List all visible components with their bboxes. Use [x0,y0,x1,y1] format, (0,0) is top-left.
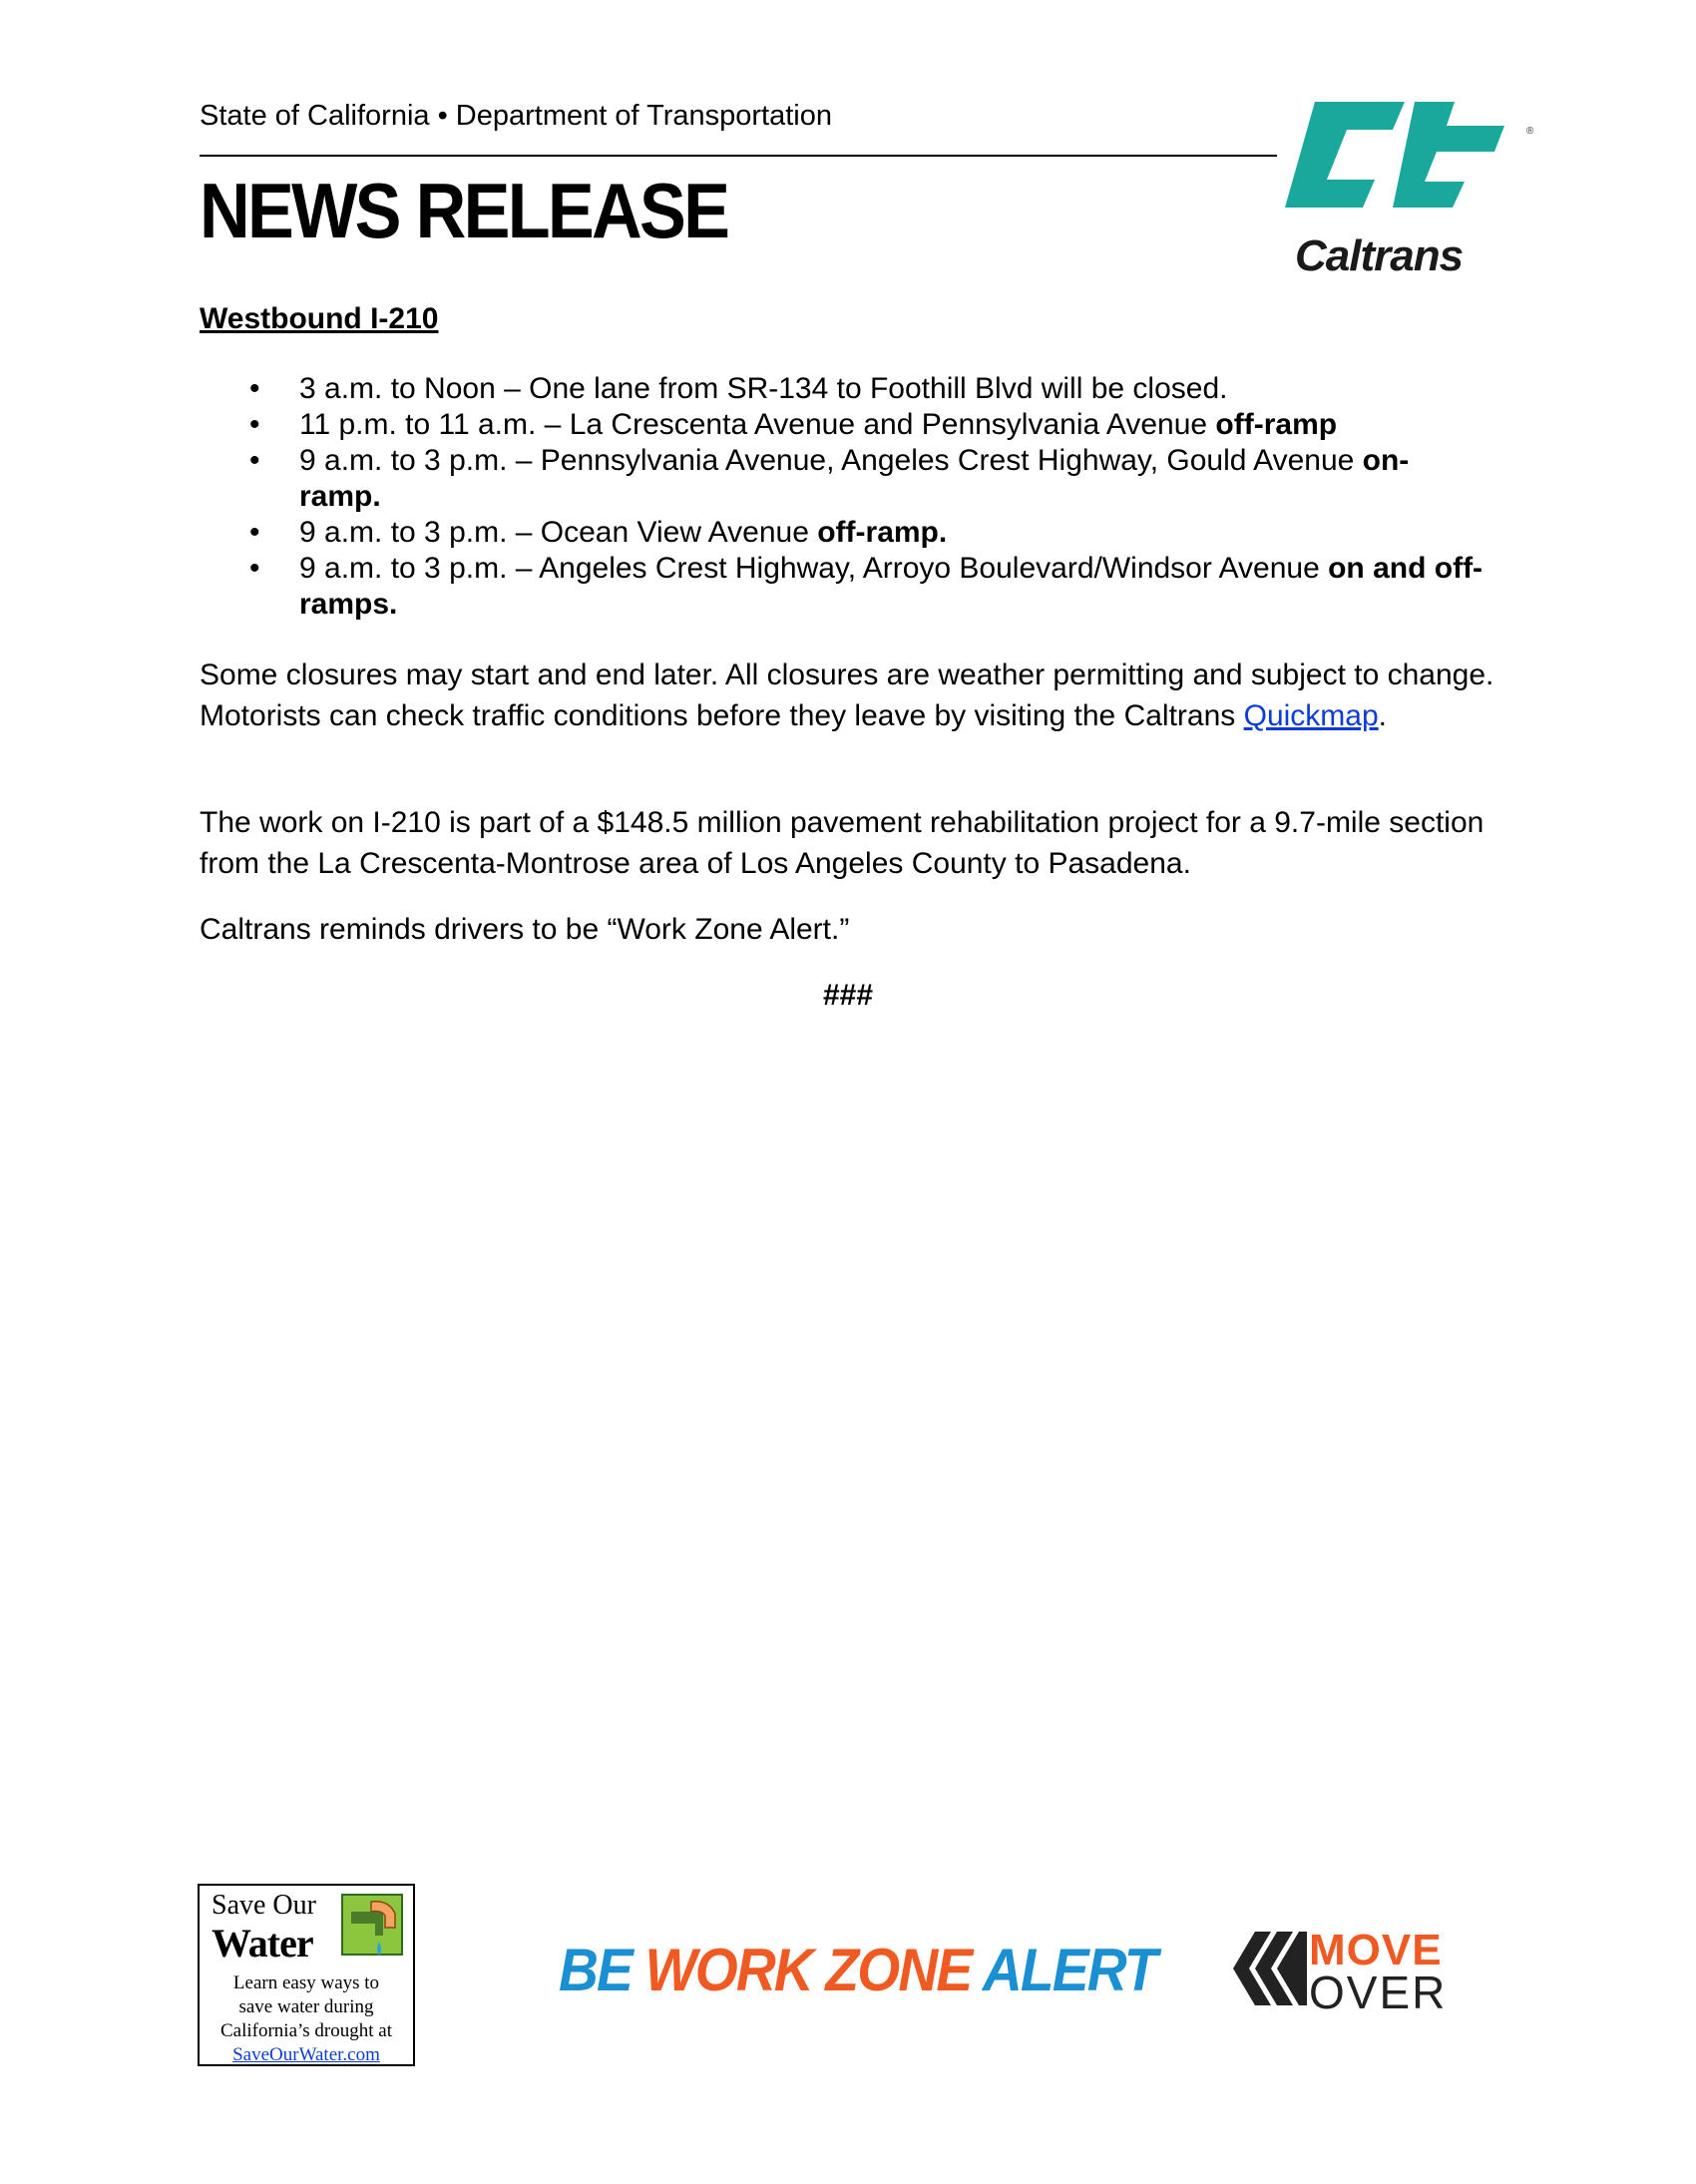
faucet-hand-icon [341,1894,403,1964]
sow-title-line2: Water [212,1921,313,1966]
caltrans-ct-mark-icon [1265,92,1544,231]
paragraph-reminder: Caltrans reminds drivers to be “Work Zone Alert.” [200,913,850,946]
list-item: • 9 a.m. to 3 p.m. – Angeles Crest Highway, Arroyo Boulevard/Windsor Avenue on and off-ramps. [249,552,1484,621]
caltrans-logo: ® Caltrans [1265,92,1544,291]
agency-line: State of California • Department of Transportation [200,100,832,132]
closure-list [200,371,1486,623]
paragraph-project: The work on I-210 is part of a $148.5 million pavement rehabilitation project for a 9.7-mile section from the La Crescenta-Montrose area of Los Angeles County to Pasadena. [200,806,1484,880]
move-over-line2: OVER [1309,1966,1448,2018]
move-over-logo [1227,1924,1496,2018]
caltrans-wordmark: Caltrans [1295,231,1464,280]
page-title: NEWS RELEASE [200,167,728,254]
sow-body-text: Learn easy ways to save water during California’s drought at SaveOurWater.com [200,1971,413,2067]
end-mark: ### [822,979,874,1012]
save-our-water-badge [198,1884,415,2066]
list-item: • 9 a.m. to 3 p.m. – Pennsylvania Avenue, Angeles Crest Highway, Gould Avenue on-ramp. [249,444,1410,513]
paragraph-closures-note: Some closures may start and end later. All closures are weather permitting and subject to change. Motorists can check traffic conditions before they leave by visiting the Caltrans Quickmap. [200,658,1494,732]
move-over-line1: MOVE [1309,1926,1443,1974]
list-item: • 9 a.m. to 3 p.m. – Ocean View Avenue off-ramp. [249,516,948,549]
saveourwater-link[interactable]: SaveOurWater.com [232,2044,380,2065]
sow-title-line1: Save Our [212,1890,316,1921]
section-heading: Westbound I-210 [200,302,439,335]
chevrons-icon [1227,1926,1307,2011]
be-work-zone-alert-logo: BE WORK ZONE ALERT [559,1937,1156,2003]
header-rule [200,155,1277,157]
list-item: • 3 a.m. to Noon – One lane from SR-134 to Foothill Blvd will be closed. [249,372,1228,405]
list-item: • 11 p.m. to 11 a.m. – La Crescenta Avenue and Pennsylvania Avenue off-ramp [249,408,1338,441]
quickmap-link[interactable]: Quickmap [1243,699,1379,732]
